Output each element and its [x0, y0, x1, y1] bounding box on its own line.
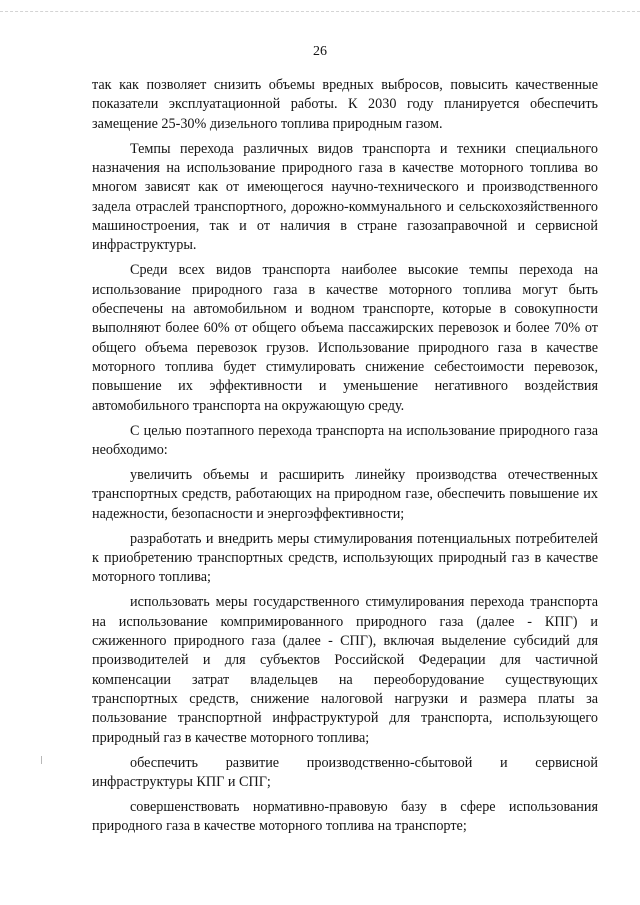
- paragraph-transition-rates: Темпы перехода различных видов транспорта и техники специального назначения на использование природного газа в качестве моторного топлива во многом зависят как от имеющегося научно-технического и производственного задела отраслей транспортного, дорожно-коммунального и сельскохозяйственного машиностроения, так и от наличия в стране газозаправочной и сервисной инфраструктуры.: [92, 140, 598, 254]
- list-item-state-support: использовать меры государственного стимулирования перехода транспорта на использование компримированного природного газа (далее - КПГ) и сжиженного природного газа (далее - СПГ), включая выделение субсидий для производителей и для субъектов Российской Федерации для частичной компенсации затрат владельцев на переоборудование существующих транспортных средств, снижение налоговой нагрузки и размера платы за пользование транспортной инфраструктурой для транспорта, использующего природный газ в качестве моторного топлива;: [92, 594, 598, 746]
- list-item-infrastructure: обеспечить развитие производственно-сбытовой и сервисной инфраструктуры КПГ и СПГ;: [92, 754, 598, 790]
- paragraph-continuation: так как позволяет снизить объемы вредных выбросов, повысить качественные показатели эксплуатационной работы. К 2030 году планируется обеспечить замещение 25-30% дизельного топлива природным газом.: [92, 77, 598, 132]
- document-body: [92, 76, 598, 842]
- list-item-incentives: разработать и внедрить меры стимулирования потенциальных потребителей к приобретению транспортных средств, использующих природный газ в качестве моторного топлива;: [92, 530, 598, 586]
- page-number: 26: [313, 44, 327, 59]
- paragraph-goals-intro: С целью поэтапного перехода транспорта на использование природного газа необходимо:: [92, 422, 598, 458]
- list-item-regulation: совершенствовать нормативно-правовую базу в сфере использования природного газа в качестве моторного топлива на транспорте;: [92, 798, 598, 835]
- scan-mark: [41, 756, 44, 764]
- list-item-increase-production: увеличить объемы и расширить линейку производства отечественных транспортных средств, работающих на природном газе, обеспечить повышение их надежности, безопасности и энергоэффективности;: [92, 466, 598, 522]
- paragraph-transport-types: Среди всех видов транспорта наиболее высокие темпы перехода на использование природного газа в качестве моторного топлива могут быть обеспечены на автомобильном и водном транспорте, которые в совокупности выполняют более 60% от общего объема пассажирских перевозок и более 70% от общего объема перевозок грузов. Использование природного газа в качестве моторного топлива будет стимулировать снижение себестоимости перевозок, повышение их эффективности и уменьшение негативного воздействия автомобильного транспорта на окружающую среду.: [92, 262, 598, 414]
- scan-edge-artifact: [0, 11, 640, 14]
